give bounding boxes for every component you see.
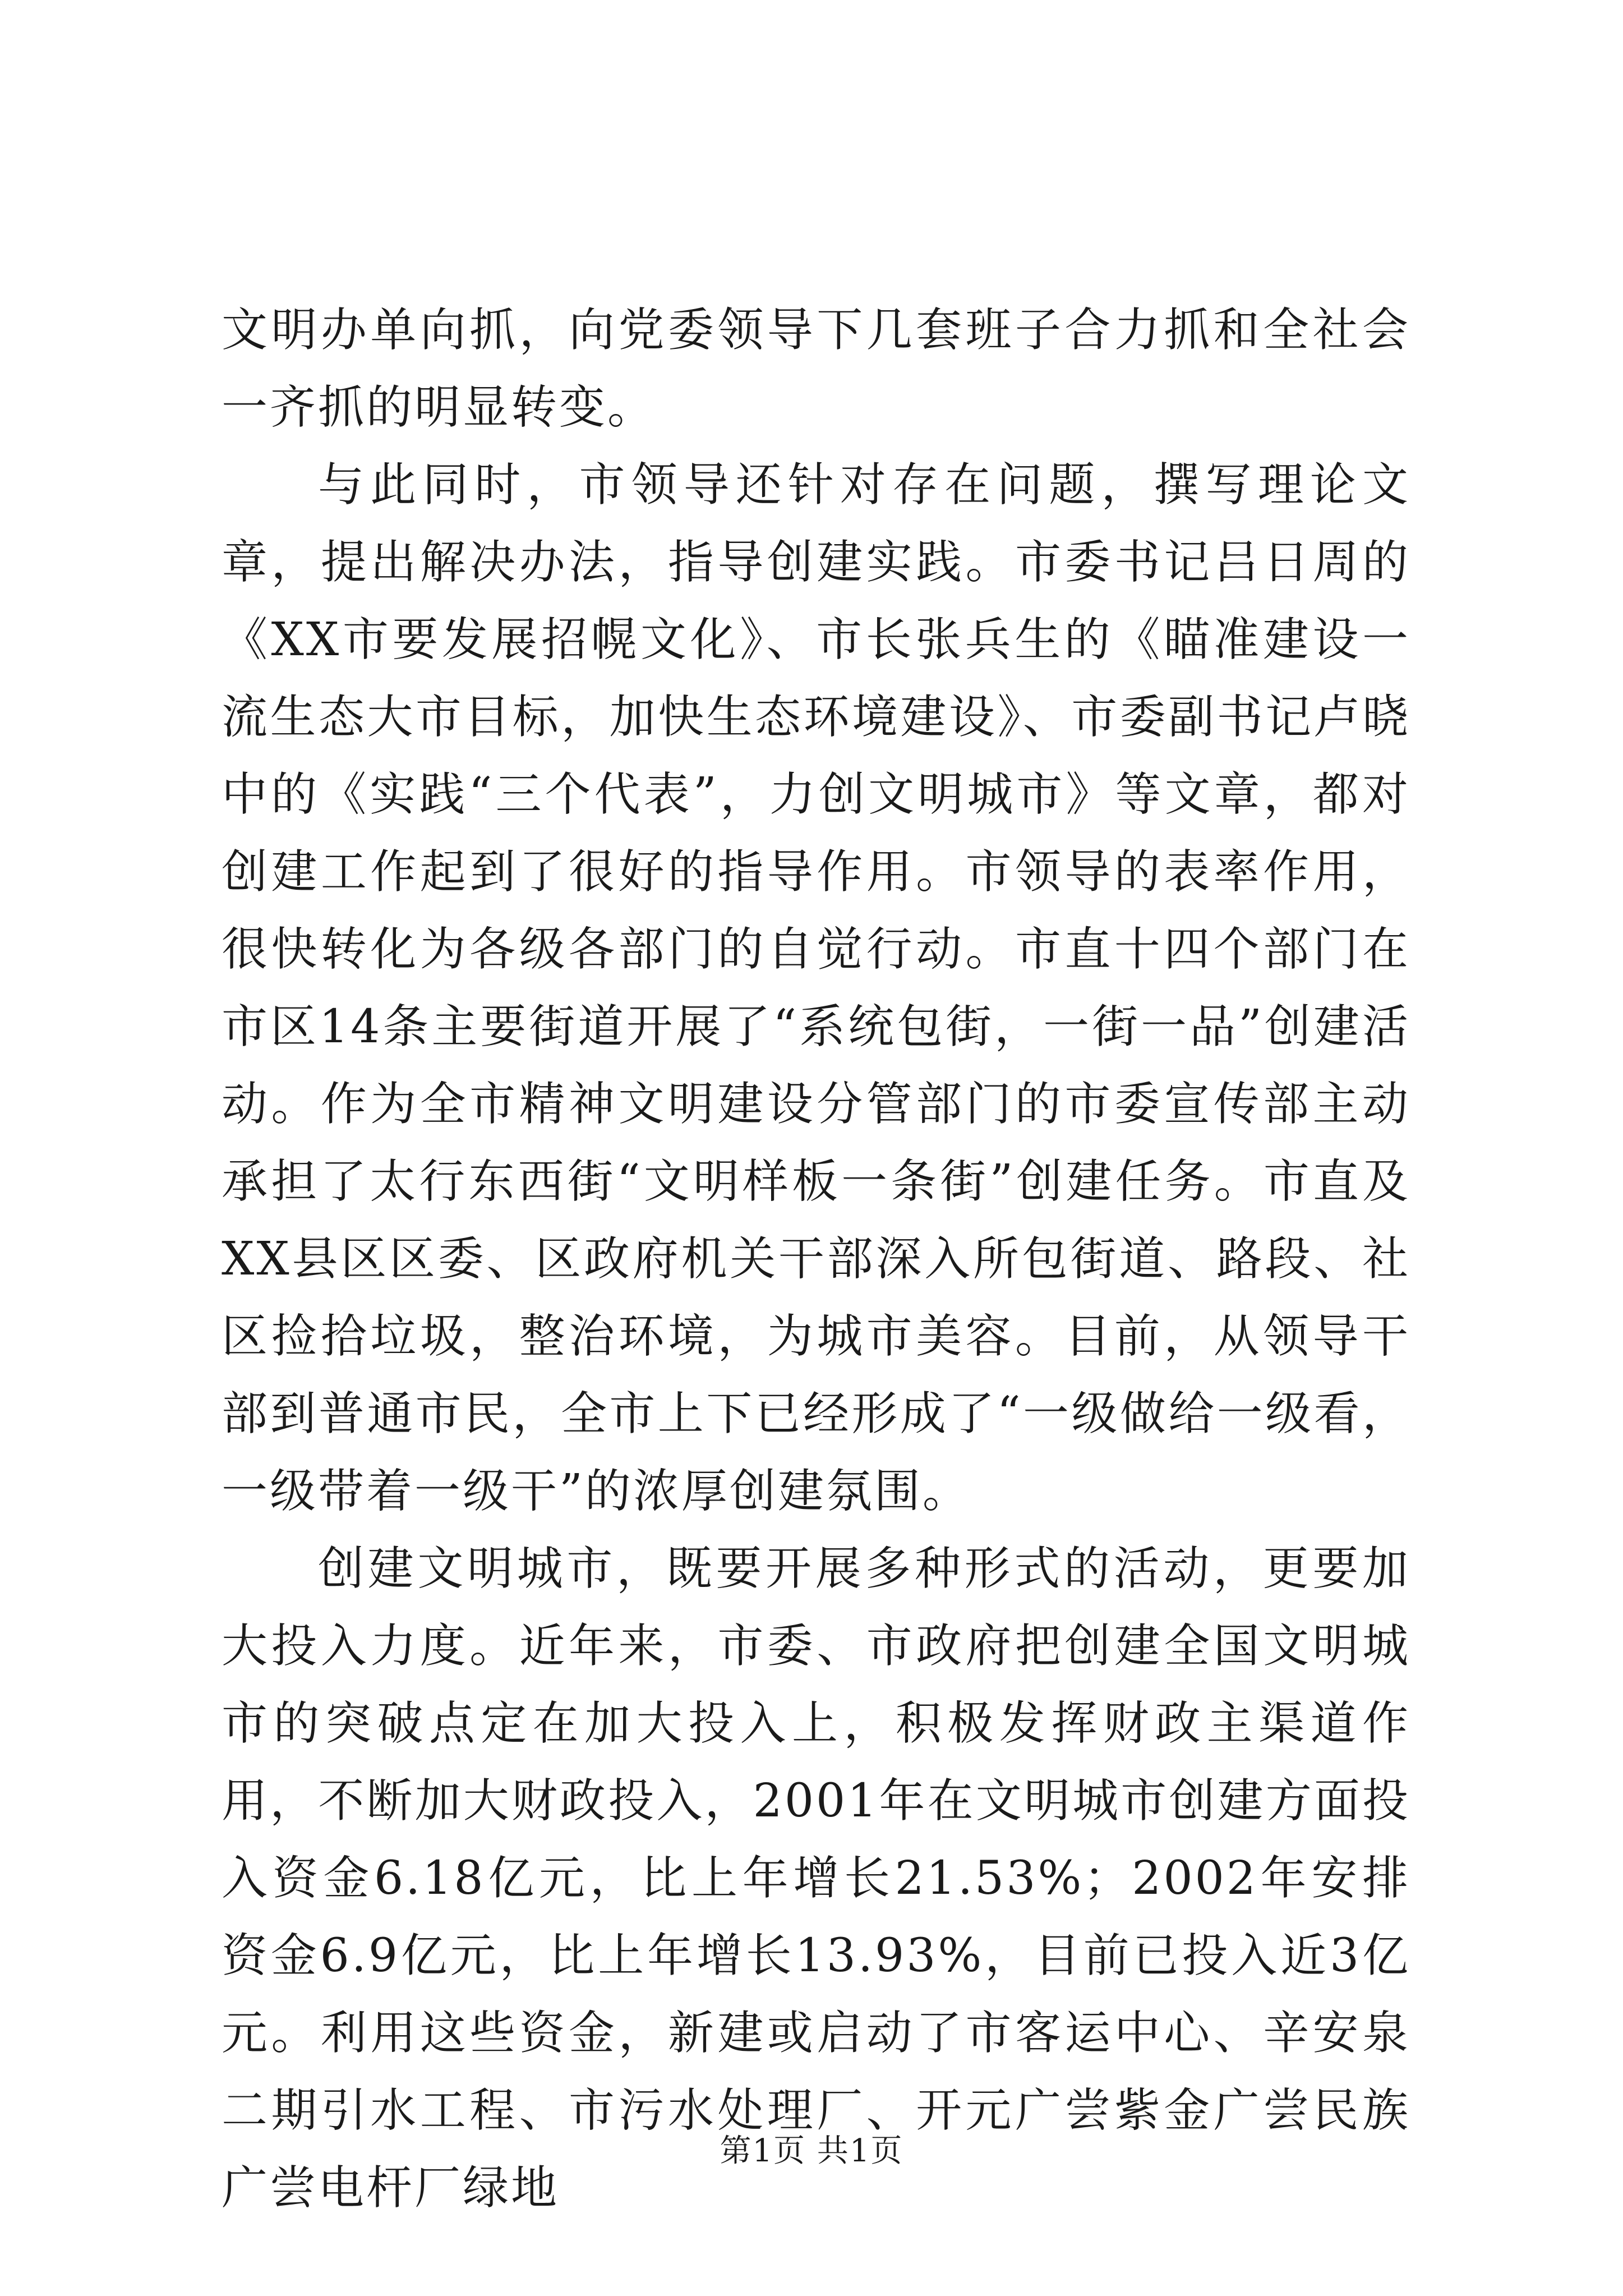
page-footer: 第1页 共1页 [720, 2133, 903, 2169]
paragraph-investment: 创建文明城市，既要开展多种形式的活动，更要加大投入力度。近年来，市委、市政府把创建全国文明城市的突破点定在加大投入上，积极发挥财政主渠道作用，不断加大财政投入，2001年在文明城市创建方面投入资金6.18亿元，比上年增长21.53%；2002年安排资金6.9亿元，比上年增长13.93%，目前已投入近3亿元。利用这些资金，新建或启动了市客运中心、辛安泉二期引水工程、市污水处理厂、开元广尝紫金广尝民族广尝电杆厂绿地 [222, 1542, 1410, 2215]
paragraph-leaders-articles: 与此同时，市领导还针对存在问题，撰写理论文章，提出解决办法，指导创建实践。市委书记吕日周的《XX市要发展招幌文化》、市长张兵生的《瞄准建设一流生态大市目标，加快生态环境建设》、市委副书记卢晓中的《实践“三个代表”，力创文明城市》等文章，都对创建工作起到了很好的指导作用。市领导的表率作用，很快转化为各级各部门的自觉行动。市直十四个部门在市区14条主要街道开展了“系统包街，一街一品”创建活动。作为全市精神文明建设分管部门的市委宣传部主动承担了太行东西街“文明样板一条街”创建任务。市直及XX县区区委、区政府机关干部深入所包街道、路段、社区捡拾垃圾，整治环境，为城市美容。目前，从领导干部到普通市民，全市上下已经形成了“一级做给一级看，一级带着一级干”的浓厚创建氛围。 [222, 458, 1410, 1518]
paragraph-continuation: 文明办单向抓，向党委领导下几套班子合力抓和全社会一齐抓的明显转变。 [222, 303, 1410, 434]
document-body [222, 292, 1410, 2227]
